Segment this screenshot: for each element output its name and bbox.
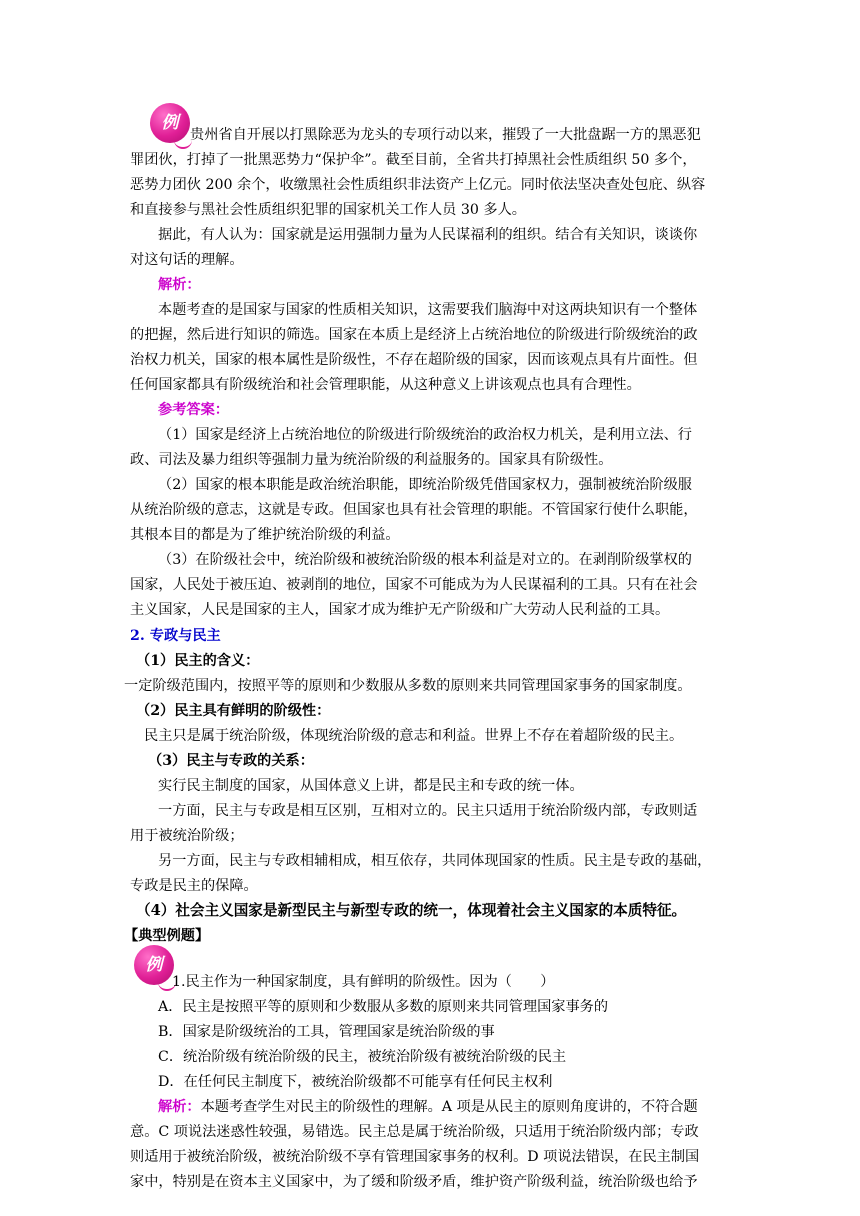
question-stem: 1.民主作为一种国家制度，具有鲜明的阶级性。因为（ ） [172,974,555,990]
body-text: 一方面，民主与专政是相互区别，互相对立的。民主只适用于统治阶级内部，专政则适 [158,803,698,819]
section-heading: 2. 专政与民主 [130,628,221,644]
body-text: 民主只是属于统治阶级，体现统治阶级的意志和利益。世界上不存在着超阶级的民主。 [144,728,684,744]
body-text: 用于被统治阶级； [130,828,244,844]
analysis-line: 本题考查的是国家与国家的性质相关知识，这需要我们脑海中对这两块知识有一个整体 [158,302,698,318]
analysis-text: 本题考查学生对民主的阶级性的理解。A 项是从民主的原则角度讲的，不符合题 [200,1099,698,1115]
answer-line: 其根本目的都是为了维护统治阶级的利益。 [130,527,400,543]
analysis-line: 家中，特别是在资本主义国家中，为了缓和阶级矛盾，维护资产阶级利益，统治阶级也给予 [130,1174,698,1190]
example1-line: 对这句话的理解。 [130,252,244,268]
option-b: B．国家是阶级统治的工具，管理国家是统治阶级的事 [158,1024,495,1040]
body-text: 专政是民主的保障。 [130,878,258,894]
answer-line: （2）国家的根本职能是政治统治职能，即统治阶级凭借国家权力，强制被统治阶级服 [158,477,692,493]
example-badge-icon: 例 [150,103,190,143]
example1-line: 恶势力团伙 200 余个，收缴黑社会性质组织非法资产上亿元。同时依法坚决查处包庇、纵容 [130,177,706,193]
analysis-line: 的把握，然后进行知识的筛选。国家在本质上是经济上占统治地位的阶级进行阶级统治的政 [130,327,698,343]
subsection-title: （4）社会主义国家是新型民主与新型专政的统一，体现着社会主义国家的本质特征。 [136,902,687,919]
analysis-label: 解析： [158,277,201,293]
analysis-line: 治权力机关，国家的根本属性是阶级性，不存在超阶级的国家，因而该观点具有片面性。但 [130,352,698,368]
analysis-label: 解析： [158,1099,201,1115]
subsection-title: （2）民主具有鲜明的阶级性： [136,703,331,719]
example1-line: 和直接参与黑社会性质组织犯罪的国家机关工作人员 30 多人。 [130,202,526,218]
analysis-line [158,1097,698,1117]
answer-label: 参考答案： [158,402,229,418]
answer-line: （3）在阶级社会中，统治阶级和被统治阶级的根本利益是对立的。在剥削阶级掌权的 [158,552,692,568]
option-d: D．在任何民主制度下，被统治阶级都不可能享有任何民主权利 [158,1074,553,1090]
typical-examples-heading: 【典型例题】 [124,928,210,944]
analysis-line: 任何国家都具有阶级统治和社会管理职能，从这种意义上讲该观点也具有合理性。 [130,377,641,393]
body-text: 实行民主制度的国家，从国体意义上讲，都是民主和专政的统一体。 [158,778,584,794]
analysis-line: 则适用于被统治阶级，被统治阶级不享有管理国家事务的权利。D 项说法错误，在民主制国 [130,1149,700,1165]
example1-line: 罪团伙，打掉了一批黑恶势力“保护伞”。截至目前，全省共打掉黑社会性质组织 50 多个， [130,152,697,168]
option-a: A．民主是按照平等的原则和少数服从多数的原则来共同管理国家事务的 [158,999,609,1015]
answer-line: 从统治阶级的意志，这就是专政。但国家也具有社会管理的职能。不管国家行使什么职能， [130,502,698,518]
answer-line: 主义国家，人民是国家的主人，国家才成为维护无产阶级和广大劳动人民利益的工具。 [130,602,670,618]
subsection-title: （1）民主的含义： [136,653,260,669]
example1-line: 据此，有人认为：国家就是运用强制力量为人民谋福利的组织。结合有关知识，谈谈你 [158,227,698,243]
option-c: C．统治阶级有统治阶级的民主，被统治阶级有被统治阶级的民主 [158,1049,567,1065]
answer-line: 政、司法及暴力组织等强制力量为统治阶级的利益服务的。国家具有阶级性。 [130,452,613,468]
answer-line: 国家，人民处于被压迫、被剥削的地位，国家不可能成为为人民谋福利的工具。只有在社会 [130,577,698,593]
analysis-line: 意。C 项说法迷惑性较强，易错选。民主总是属于统治阶级，只适用于统治阶级内部；专政 [130,1124,699,1140]
example1-line: 贵州省自开展以打黑除恶为龙头的专项行动以来，摧毁了一大批盘踞一方的黑恶犯 [190,127,701,143]
body-text: 另一方面，民主与专政相辅相成，相互依存，共同体现国家的性质。民主是专政的基础， [158,853,712,869]
subsection-title: （3）民主与专政的关系： [148,753,314,769]
body-text: 一定阶级范围内，按照平等的原则和少数服从多数的原则来共同管理国家事务的国家制度。 [124,678,692,694]
example-badge-icon: 例 [134,945,174,985]
answer-line: （1）国家是经济上占统治地位的阶级进行阶级统治的政治权力机关，是利用立法、行 [158,427,692,443]
